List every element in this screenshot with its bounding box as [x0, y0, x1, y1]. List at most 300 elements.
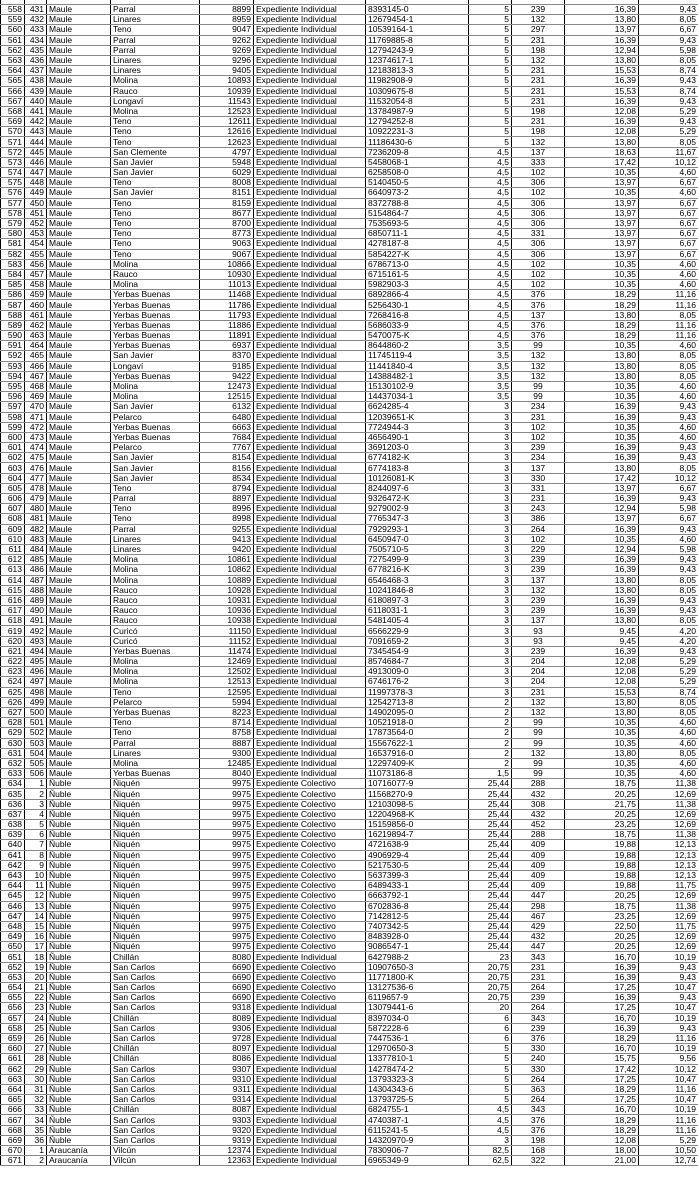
table-row	[1, 208, 698, 218]
commune-cell: Parral	[111, 738, 200, 748]
value-b-cell: 5,29	[639, 1135, 698, 1145]
row-number-cell: 560	[1, 25, 25, 35]
table-row	[1, 35, 698, 45]
value-a-cell: 16,39	[565, 402, 639, 412]
amount-cell: 5	[469, 76, 512, 86]
row-number-cell: 646	[1, 901, 25, 911]
amount-cell: 5	[469, 25, 512, 35]
region-cell: Maule	[47, 412, 111, 422]
region-index-cell: 497	[25, 677, 47, 687]
value-a-cell: 12,94	[565, 504, 639, 514]
value-a-cell: 12,94	[565, 45, 639, 55]
count-cell: 363	[512, 1084, 565, 1094]
value-b-cell: 11,16	[639, 300, 698, 310]
amount-cell: 3	[469, 453, 512, 463]
region-index-cell: 438	[25, 76, 47, 86]
value-a-cell: 13,80	[565, 361, 639, 371]
rut-cell: 5458068-1	[366, 157, 469, 167]
region-index-cell: 34	[25, 1115, 47, 1125]
rut-cell: 4906929-4	[366, 850, 469, 860]
count-cell: 409	[512, 850, 565, 860]
rut-cell: 5140450-5	[366, 178, 469, 188]
file-type-cell: Expediente Individual	[254, 504, 366, 514]
region-cell: Ñuble	[47, 1064, 111, 1074]
value-a-cell: 10,35	[565, 728, 639, 738]
table-row	[1, 850, 698, 860]
region-index-cell: 468	[25, 381, 47, 391]
table-row	[1, 86, 698, 96]
row-number-cell: 565	[1, 76, 25, 86]
count-cell: 132	[512, 371, 565, 381]
table-row	[1, 290, 698, 300]
count-cell: 376	[512, 331, 565, 341]
amount-cell: 5	[469, 86, 512, 96]
region-index-cell: 493	[25, 636, 47, 646]
value-a-cell: 18,75	[565, 830, 639, 840]
value-b-cell: 9,43	[639, 117, 698, 127]
row-number-cell: 583	[1, 259, 25, 269]
value-a-cell: 23,25	[565, 820, 639, 830]
region-cell: Maule	[47, 687, 111, 697]
count-cell: 102	[512, 534, 565, 544]
value-b-cell: 9,43	[639, 76, 698, 86]
row-number-cell: 620	[1, 636, 25, 646]
rut-cell: 7091659-2	[366, 636, 469, 646]
value-b-cell: 4,60	[639, 188, 698, 198]
rut-cell: 7236209-8	[366, 147, 469, 157]
rut-cell: 6824755-1	[366, 1105, 469, 1115]
region-index-cell: 506	[25, 769, 47, 779]
rut-cell: 16219894-7	[366, 830, 469, 840]
commune-cell: Yerbas Buenas	[111, 310, 200, 320]
value-a-cell: 20,25	[565, 891, 639, 901]
commune-cell: San Carlos	[111, 1064, 200, 1074]
value-a-cell: 19,88	[565, 881, 639, 891]
count-cell: 330	[512, 1044, 565, 1054]
rut-cell: 5854227-K	[366, 249, 469, 259]
region-cell: Maule	[47, 218, 111, 228]
row-number-cell: 609	[1, 524, 25, 534]
amount-cell: 4,5	[469, 331, 512, 341]
table-row	[1, 239, 698, 249]
value-b-cell: 4,60	[639, 422, 698, 432]
region-index-cell: 440	[25, 96, 47, 106]
count-cell: 99	[512, 718, 565, 728]
commune-cell: Parral	[111, 45, 200, 55]
row-number-cell: 669	[1, 1135, 25, 1145]
file-type-cell: Expediente Individual	[254, 381, 366, 391]
table-row	[1, 25, 698, 35]
file-type-cell: Expediente Individual	[254, 718, 366, 728]
row-number-cell: 652	[1, 962, 25, 972]
commune-cell: Molina	[111, 565, 200, 575]
commune-cell: Ñiquén	[111, 870, 200, 880]
code-cell: 11468	[200, 290, 254, 300]
value-a-cell: 9,45	[565, 626, 639, 636]
value-a-cell: 15,75	[565, 1054, 639, 1064]
file-type-cell: Expediente Individual	[254, 402, 366, 412]
count-cell: 343	[512, 1105, 565, 1115]
code-cell: 9303	[200, 1115, 254, 1125]
region-cell: Maule	[47, 494, 111, 504]
value-a-cell: 9,45	[565, 636, 639, 646]
region-cell: Maule	[47, 259, 111, 269]
region-index-cell: 4	[25, 809, 47, 819]
commune-cell: Teno	[111, 127, 200, 137]
value-a-cell: 20,25	[565, 789, 639, 799]
region-cell: Maule	[47, 86, 111, 96]
table-row	[1, 371, 698, 381]
region-cell: Maule	[47, 310, 111, 320]
region-cell: Maule	[47, 646, 111, 656]
count-cell: 432	[512, 932, 565, 942]
file-type-cell: Expediente Individual	[254, 646, 366, 656]
row-number-cell: 622	[1, 657, 25, 667]
region-index-cell: 2	[25, 789, 47, 799]
value-a-cell: 13,80	[565, 310, 639, 320]
commune-cell: San Javier	[111, 351, 200, 361]
value-b-cell: 4,20	[639, 626, 698, 636]
value-a-cell: 18,29	[565, 1084, 639, 1094]
rut-cell: 15567622-1	[366, 738, 469, 748]
value-b-cell: 4,20	[639, 636, 698, 646]
code-cell: 9420	[200, 544, 254, 554]
rut-cell: 15130102-9	[366, 381, 469, 391]
value-b-cell: 6,67	[639, 25, 698, 35]
code-cell: 12363	[200, 1156, 254, 1166]
region-cell: Maule	[47, 229, 111, 239]
region-index-cell: 473	[25, 432, 47, 442]
table-row	[1, 616, 698, 626]
rut-cell: 6427988-2	[366, 952, 469, 962]
region-index-cell: 26	[25, 1033, 47, 1043]
rut-cell: 14320970-9	[366, 1135, 469, 1145]
value-a-cell: 16,39	[565, 993, 639, 1003]
row-number-cell: 571	[1, 137, 25, 147]
rut-cell: 12103098-5	[366, 799, 469, 809]
code-cell: 8996	[200, 504, 254, 514]
table-row	[1, 453, 698, 463]
value-a-cell: 10,35	[565, 269, 639, 279]
file-type-cell: Expediente Individual	[254, 555, 366, 565]
file-type-cell: Expediente Individual	[254, 697, 366, 707]
count-cell: 132	[512, 748, 565, 758]
row-number-cell: 615	[1, 585, 25, 595]
row-number-cell: 614	[1, 575, 25, 585]
commune-cell: Pelarco	[111, 412, 200, 422]
table-row	[1, 555, 698, 565]
table-row	[1, 585, 698, 595]
file-type-cell: Expediente Individual	[254, 657, 366, 667]
value-a-cell: 16,39	[565, 606, 639, 616]
code-cell: 12513	[200, 677, 254, 687]
row-number-cell: 581	[1, 239, 25, 249]
code-cell: 9185	[200, 361, 254, 371]
rut-cell: 8372788-8	[366, 198, 469, 208]
region-index-cell: 471	[25, 412, 47, 422]
region-index-cell: 30	[25, 1074, 47, 1084]
file-type-cell: Expediente Individual	[254, 300, 366, 310]
amount-cell: 4,5	[469, 198, 512, 208]
region-index-cell: 434	[25, 35, 47, 45]
file-type-cell: Expediente Individual	[254, 1084, 366, 1094]
commune-cell: Linares	[111, 66, 200, 76]
code-cell: 6937	[200, 341, 254, 351]
value-a-cell: 15,53	[565, 86, 639, 96]
commune-cell: San Javier	[111, 402, 200, 412]
rut-cell: 11568270-9	[366, 789, 469, 799]
value-a-cell: 18,29	[565, 331, 639, 341]
count-cell: 409	[512, 840, 565, 850]
region-cell: Maule	[47, 769, 111, 779]
value-a-cell: 10,35	[565, 168, 639, 178]
commune-cell: Longaví	[111, 361, 200, 371]
commune-cell: Rauco	[111, 86, 200, 96]
amount-cell: 3	[469, 575, 512, 585]
amount-cell: 3	[469, 514, 512, 524]
code-cell: 12374	[200, 1146, 254, 1156]
commune-cell: Pelarco	[111, 697, 200, 707]
count-cell: 297	[512, 25, 565, 35]
code-cell: 6663	[200, 422, 254, 432]
code-cell: 7767	[200, 443, 254, 453]
file-type-cell: Expediente Colectivo	[254, 820, 366, 830]
rut-cell: 4913009-0	[366, 667, 469, 677]
region-index-cell: 439	[25, 86, 47, 96]
value-a-cell: 21,75	[565, 799, 639, 809]
file-type-cell: Expediente Individual	[254, 392, 366, 402]
commune-cell: Yerbas Buenas	[111, 300, 200, 310]
value-b-cell: 4,60	[639, 341, 698, 351]
commune-cell: Molina	[111, 106, 200, 116]
file-type-cell: Expediente Individual	[254, 249, 366, 259]
region-index-cell: 484	[25, 544, 47, 554]
row-number-cell: 638	[1, 820, 25, 830]
region-cell: Maule	[47, 453, 111, 463]
value-b-cell: 5,29	[639, 677, 698, 687]
code-cell: 8714	[200, 718, 254, 728]
table-row	[1, 300, 698, 310]
row-number-cell: 574	[1, 168, 25, 178]
region-cell: Maule	[47, 555, 111, 565]
count-cell: 306	[512, 249, 565, 259]
code-cell: 12611	[200, 117, 254, 127]
row-number-cell: 653	[1, 972, 25, 982]
count-cell: 204	[512, 667, 565, 677]
rut-cell: 7929293-1	[366, 524, 469, 534]
value-a-cell: 12,08	[565, 106, 639, 116]
code-cell: 9975	[200, 820, 254, 830]
code-cell: 9047	[200, 25, 254, 35]
count-cell: 343	[512, 952, 565, 962]
region-cell: Maule	[47, 76, 111, 86]
value-b-cell: 10,50	[639, 1146, 698, 1156]
count-cell: 308	[512, 799, 565, 809]
table-row	[1, 157, 698, 167]
count-cell: 204	[512, 677, 565, 687]
amount-cell: 20,75	[469, 962, 512, 972]
count-cell: 102	[512, 188, 565, 198]
row-number-cell: 634	[1, 779, 25, 789]
count-cell: 264	[512, 524, 565, 534]
file-type-cell: Expediente Individual	[254, 758, 366, 768]
code-cell: 9975	[200, 779, 254, 789]
file-type-cell: Expediente Colectivo	[254, 962, 366, 972]
commune-cell: San Carlos	[111, 1023, 200, 1033]
code-cell: 8370	[200, 351, 254, 361]
code-cell: 8089	[200, 1013, 254, 1023]
amount-cell: 3	[469, 657, 512, 667]
amount-cell: 25,44	[469, 911, 512, 921]
amount-cell: 25,44	[469, 789, 512, 799]
rut-cell: 15159856-0	[366, 820, 469, 830]
value-a-cell: 10,35	[565, 422, 639, 432]
region-cell: Maule	[47, 524, 111, 534]
value-a-cell: 10,35	[565, 259, 639, 269]
value-a-cell: 16,39	[565, 524, 639, 534]
row-number-cell: 566	[1, 86, 25, 96]
region-index-cell: 437	[25, 66, 47, 76]
region-cell: Ñuble	[47, 809, 111, 819]
commune-cell: San Javier	[111, 473, 200, 483]
region-index-cell: 491	[25, 616, 47, 626]
table-row	[1, 881, 698, 891]
amount-cell: 3	[469, 494, 512, 504]
count-cell: 231	[512, 96, 565, 106]
code-cell: 10939	[200, 86, 254, 96]
value-b-cell: 11,16	[639, 1084, 698, 1094]
rut-cell: 12297409-K	[366, 758, 469, 768]
value-b-cell: 12,69	[639, 809, 698, 819]
region-index-cell: 499	[25, 697, 47, 707]
rut-cell: 13793725-5	[366, 1095, 469, 1105]
value-b-cell: 8,74	[639, 66, 698, 76]
file-type-cell: Expediente Individual	[254, 198, 366, 208]
value-b-cell: 4,60	[639, 168, 698, 178]
amount-cell: 3	[469, 595, 512, 605]
value-a-cell: 10,35	[565, 432, 639, 442]
amount-cell: 4,5	[469, 290, 512, 300]
value-b-cell: 9,56	[639, 1054, 698, 1064]
code-cell: 8151	[200, 188, 254, 198]
code-cell: 11886	[200, 320, 254, 330]
code-cell: 8087	[200, 1105, 254, 1115]
value-b-cell: 10,12	[639, 1064, 698, 1074]
table-row	[1, 443, 698, 453]
rut-cell: 11441840-4	[366, 361, 469, 371]
amount-cell: 4,5	[469, 168, 512, 178]
region-index-cell: 9	[25, 860, 47, 870]
count-cell: 102	[512, 422, 565, 432]
region-cell: Maule	[47, 35, 111, 45]
value-a-cell: 17,25	[565, 1003, 639, 1013]
file-type-cell: Expediente Individual	[254, 1054, 366, 1064]
count-cell: 234	[512, 453, 565, 463]
table-row	[1, 942, 698, 952]
row-number-cell: 590	[1, 331, 25, 341]
table-row	[1, 1156, 698, 1166]
table-row	[1, 147, 698, 157]
code-cell: 6690	[200, 993, 254, 1003]
file-type-cell: Expediente Individual	[254, 1156, 366, 1166]
code-cell: 11793	[200, 310, 254, 320]
value-b-cell: 4,60	[639, 381, 698, 391]
table-row	[1, 870, 698, 880]
commune-cell: Vilcún	[111, 1156, 200, 1166]
amount-cell: 4,5	[469, 208, 512, 218]
file-type-cell: Expediente Individual	[254, 707, 366, 717]
value-b-cell: 11,16	[639, 290, 698, 300]
region-index-cell: 450	[25, 198, 47, 208]
table-row	[1, 524, 698, 534]
value-a-cell: 16,39	[565, 1023, 639, 1033]
value-b-cell: 9,43	[639, 555, 698, 565]
count-cell: 239	[512, 565, 565, 575]
amount-cell: 3	[469, 443, 512, 453]
region-cell: Maule	[47, 728, 111, 738]
region-index-cell: 460	[25, 300, 47, 310]
rut-cell: 6965349-9	[366, 1156, 469, 1166]
table-row	[1, 402, 698, 412]
region-index-cell: 479	[25, 494, 47, 504]
value-b-cell: 11,16	[639, 1125, 698, 1135]
file-type-cell: Expediente Individual	[254, 96, 366, 106]
value-a-cell: 20,25	[565, 932, 639, 942]
table-row	[1, 1135, 698, 1145]
region-index-cell: 503	[25, 738, 47, 748]
table-row	[1, 1033, 698, 1043]
count-cell: 234	[512, 402, 565, 412]
table-row	[1, 799, 698, 809]
code-cell: 9422	[200, 371, 254, 381]
code-cell: 8080	[200, 952, 254, 962]
file-type-cell: Expediente Individual	[254, 86, 366, 96]
count-cell: 306	[512, 208, 565, 218]
region-cell: Maule	[47, 168, 111, 178]
amount-cell: 20,75	[469, 972, 512, 982]
region-index-cell: 22	[25, 993, 47, 1003]
file-type-cell: Expediente Individual	[254, 76, 366, 86]
table-row	[1, 1064, 698, 1074]
commune-cell: Molina	[111, 259, 200, 269]
count-cell: 132	[512, 351, 565, 361]
region-index-cell: 476	[25, 463, 47, 473]
value-b-cell: 8,05	[639, 55, 698, 65]
region-cell: Maule	[47, 66, 111, 76]
amount-cell: 3	[469, 626, 512, 636]
region-index-cell: 19	[25, 962, 47, 972]
file-type-cell: Expediente Individual	[254, 259, 366, 269]
value-b-cell: 9,43	[639, 962, 698, 972]
count-cell: 298	[512, 901, 565, 911]
code-cell: 8159	[200, 198, 254, 208]
code-cell: 11150	[200, 626, 254, 636]
value-a-cell: 10,35	[565, 188, 639, 198]
file-type-cell: Expediente Individual	[254, 239, 366, 249]
row-number-cell: 570	[1, 127, 25, 137]
commune-cell: Curicó	[111, 636, 200, 646]
row-number-cell: 642	[1, 860, 25, 870]
region-index-cell: 441	[25, 106, 47, 116]
rut-cell: 7505710-5	[366, 544, 469, 554]
table-row	[1, 993, 698, 1003]
value-b-cell: 10,19	[639, 952, 698, 962]
value-a-cell: 17,25	[565, 1095, 639, 1105]
table-row	[1, 697, 698, 707]
count-cell: 132	[512, 137, 565, 147]
file-type-cell: Expediente Individual	[254, 1095, 366, 1105]
rut-cell: 6786713-0	[366, 259, 469, 269]
